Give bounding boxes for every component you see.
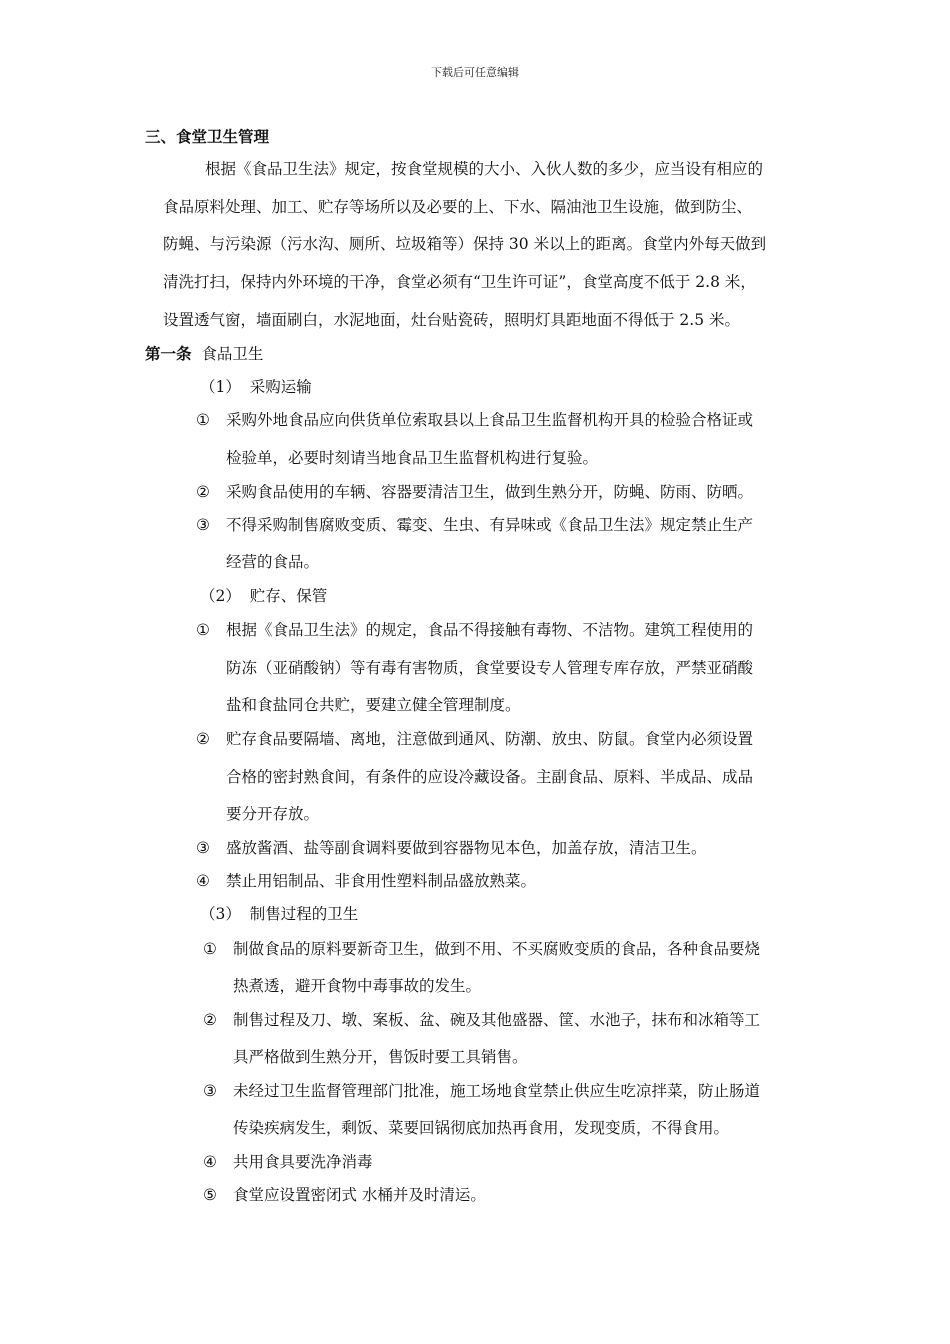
article-label: 第一条: [145, 344, 192, 363]
subsection-title: 贮存、保管: [249, 587, 328, 605]
list-item-line: 贮存食品要隔墙、离地，注意做到通风、防潮、放虫、防鼠。食堂内必须设置: [226, 730, 754, 748]
list-item-line: 采购外地食品应向供货单位索取县以上食品卫生监督机构开具的检验合格证或: [226, 411, 754, 429]
intro-line: 根据《食品卫生法》规定，按食堂规模的大小、入伙人数的多少，应当设有相应的: [205, 160, 764, 178]
page-header: 下载后可任意编辑: [431, 66, 519, 79]
list-item-line: 根据《食品卫生法》的规定，食品不得接触有毒物、不洁物。建筑工程使用的: [226, 621, 754, 639]
intro-line: 防蝇、与污染源（污水沟、厕所、垃圾箱等）保持 30 米以上的距离。食堂内外每天做到: [163, 235, 767, 253]
list-item-mark: ⑤: [203, 1186, 217, 1204]
list-item-line: 热煮透，避开食物中毒事故的发生。: [233, 977, 482, 995]
subsection-number: （2）: [200, 587, 241, 605]
list-item-line: 禁止用铝制品、非食用性塑料制品盛放熟菜。: [226, 872, 537, 890]
intro-line: 食品原料处理、加工、贮存等场所以及必要的上、下水、隔油池卫生设施，做到防尘、: [163, 198, 753, 216]
list-item-mark: ②: [196, 730, 210, 748]
list-item-mark: ①: [196, 621, 210, 639]
list-item-mark: ④: [196, 872, 210, 890]
list-item-line: 防冻（亚硝酸钠）等有毒有害物质，食堂要设专人管理专库存放，严禁亚硝酸: [226, 659, 754, 677]
list-item-line: 未经过卫生监督管理部门批准，施工场地食堂禁止供应生吃凉拌菜，防止肠道: [233, 1082, 761, 1100]
intro-line: 设置透气窗，墙面刷白，水泥地面，灶台贴瓷砖，照明灯具距地面不得低于 2.5 米。: [163, 311, 741, 329]
list-item-mark: ②: [196, 483, 210, 501]
subsection-title: 制售过程的卫生: [249, 905, 359, 923]
list-item-line: 制做食品的原料要新奇卫生，做到不用、不买腐败变质的食品，各种食品要烧: [233, 940, 761, 958]
subsection-heading: [200, 376, 312, 398]
list-item-line: 盛放酱酒、盐等副食调料要做到容器物见本色，加盖存放，清洁卫生。: [226, 839, 707, 857]
list-item-line: 合格的密封熟食间，有条件的应设冷藏设备。主副食品、原料、半成品、成品: [226, 768, 754, 786]
list-item-mark: ④: [203, 1153, 217, 1171]
list-item-line: 经营的食品。: [226, 553, 320, 571]
list-item-mark: ②: [203, 1011, 217, 1029]
subsection-number: （1）: [200, 378, 241, 396]
subsection-heading: [200, 903, 358, 925]
article-title: 食品卫生: [201, 345, 264, 363]
list-item-line: 采购食品使用的车辆、容器要清洁卫生，做到生熟分开，防蝇、防雨、防晒。: [226, 483, 754, 501]
article-heading: [145, 343, 263, 365]
subsection-title: 采购运输: [249, 378, 312, 396]
list-item-mark: ①: [196, 411, 210, 429]
list-item-line: 盐和食盐同仓共贮，要建立健全管理制度。: [226, 696, 521, 714]
subsection-number: （3）: [200, 905, 241, 923]
list-item-line: 要分开存放。: [226, 805, 320, 823]
list-item-line: 检验单，必要时刻请当地食品卫生监督机构进行复验。: [226, 449, 599, 467]
list-item-mark: ①: [203, 940, 217, 958]
list-item-line: 具严格做到生熟分开，售饭时要工具销售。: [233, 1048, 528, 1066]
list-item-line: 食堂应设置密闭式 水桶并及时清运。: [233, 1186, 486, 1204]
list-item-mark: ③: [196, 516, 210, 534]
section-title: 三、食堂卫生管理: [145, 127, 270, 146]
list-item-line: 制售过程及刀、墩、案板、盆、碗及其他盛器、筐、水池子，抹布和冰箱等工: [233, 1011, 761, 1029]
list-item-mark: ③: [196, 839, 210, 857]
list-item-mark: ③: [203, 1082, 217, 1100]
list-item-line: 传染疾病发生，剩饭、菜要回锅彻底加热再食用，发现变质，不得食用。: [233, 1119, 730, 1137]
list-item-line: 共用食具要洗净消毒: [233, 1153, 373, 1171]
intro-line: 清洗打扫，保持内外环境的干净，食堂必须有“卫生许可证”，食堂高度不低于 2.8 米，: [163, 273, 756, 291]
list-item-line: 不得采购制售腐败变质、霉变、生虫、有异味或《食品卫生法》规定禁止生产: [226, 516, 754, 534]
subsection-heading: [200, 585, 327, 607]
